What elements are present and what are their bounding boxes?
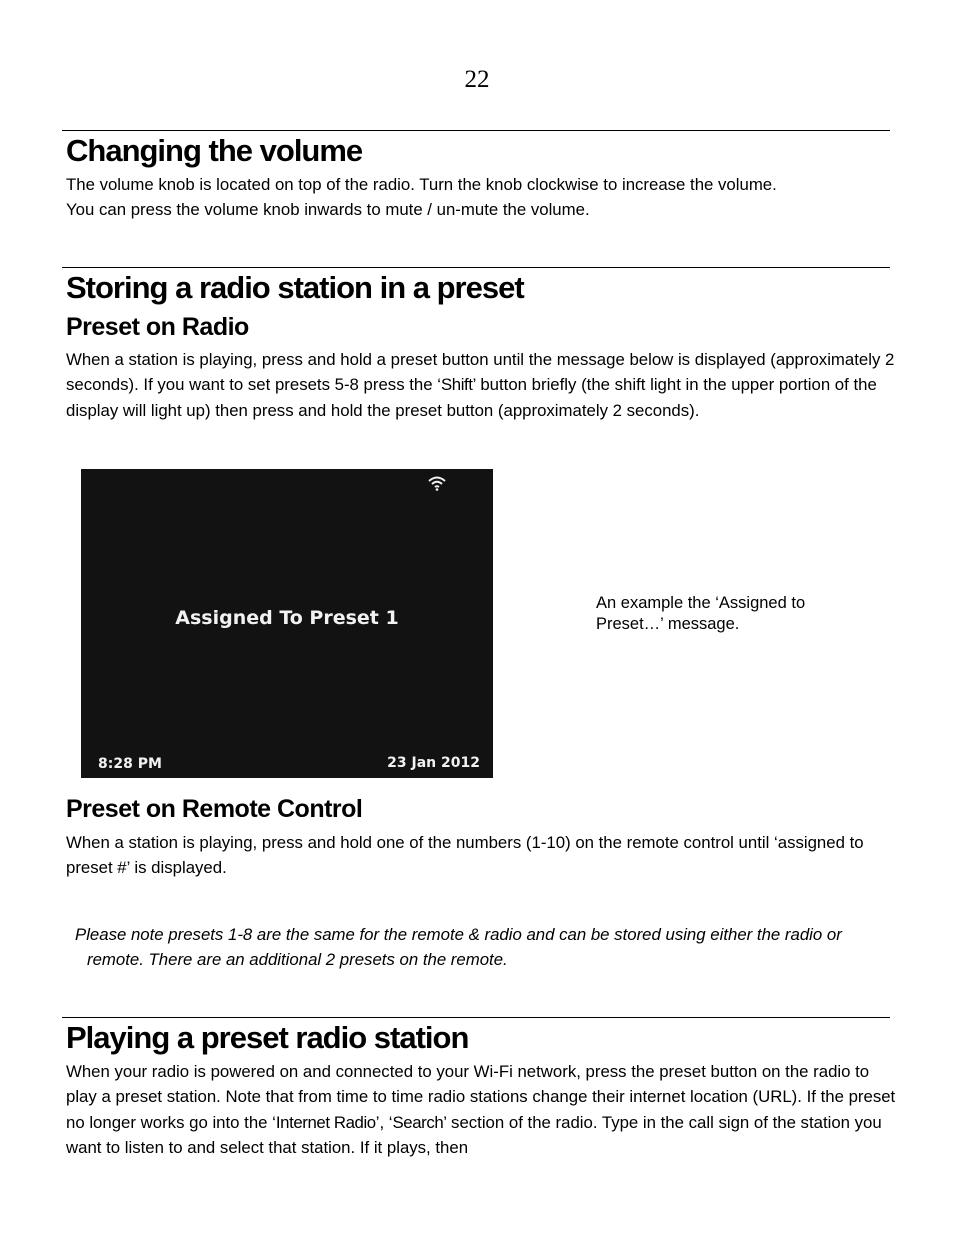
section-divider bbox=[62, 267, 890, 268]
wifi-icon bbox=[427, 475, 447, 491]
heading-preset-on-remote: Preset on Remote Control bbox=[66, 795, 363, 823]
assigned-preset-message: Assigned To Preset 1 bbox=[175, 607, 399, 629]
playing-text-c: ’ section of the radio. Type in the call sign of the station you want to listen to and select that station. If it plays, then bbox=[66, 1112, 882, 1157]
volume-text-line-2: You can press the volume knob inwards to mute / un-mute the volume. bbox=[66, 200, 590, 220]
preset-radio-paragraph bbox=[66, 347, 896, 423]
heading-changing-volume: Changing the volume bbox=[66, 133, 363, 168]
screenshot-caption: An example the ‘Assigned to Preset…’ message. bbox=[596, 594, 806, 633]
search-menu-label: Search bbox=[392, 1112, 444, 1132]
preset-radio-text-b: ’ button briefly (the shift light in the upper portion of the display will light up) then press and hold the preset button (approximately 2 seconds). bbox=[66, 375, 877, 420]
heading-storing-preset: Storing a radio station in a preset bbox=[66, 270, 524, 305]
playing-text-a: When your radio is powered on and connected to your Wi-Fi network, press the preset button on the radio to play a preset station. Note that from time to time radio stations change their internet location (URL). If the preset no longer works go into the ‘ bbox=[66, 1062, 896, 1132]
presets-note: Please note presets 1-8 are the same for the remote & radio and can be stored using either the radio or remote. There are an additional 2 presets on the remote. bbox=[75, 925, 842, 970]
playing-paragraph bbox=[66, 1059, 896, 1160]
preset-radio-text-a: When a station is playing, press and hold a preset button until the message below is displayed (approximately 2 seconds). If you want to set presets 5-8 press the ‘ bbox=[66, 350, 895, 395]
volume-text-line-1: The volume knob is located on top of the radio. Turn the knob clockwise to increase the volume. bbox=[66, 175, 777, 194]
section-divider bbox=[62, 1017, 890, 1018]
display-time: 8:28 PM bbox=[98, 756, 162, 772]
shift-button-label: Shift bbox=[440, 375, 473, 395]
heading-preset-on-radio: Preset on Radio bbox=[66, 313, 249, 341]
volume-paragraph bbox=[66, 172, 896, 223]
playing-text-b: ’, ‘ bbox=[375, 1112, 393, 1132]
heading-playing-preset: Playing a preset radio station bbox=[66, 1020, 469, 1055]
radio-display-screenshot bbox=[81, 469, 493, 778]
display-date: 23 Jan 2012 bbox=[387, 755, 480, 771]
preset-remote-paragraph: When a station is playing, press and hold one of the numbers (1-10) on the remote control until ‘assigned to preset #’ is displayed. bbox=[66, 833, 864, 878]
page-number: 22 bbox=[464, 66, 490, 93]
internet-radio-menu-label: Internet Radio bbox=[275, 1112, 376, 1132]
section-divider bbox=[62, 130, 890, 131]
